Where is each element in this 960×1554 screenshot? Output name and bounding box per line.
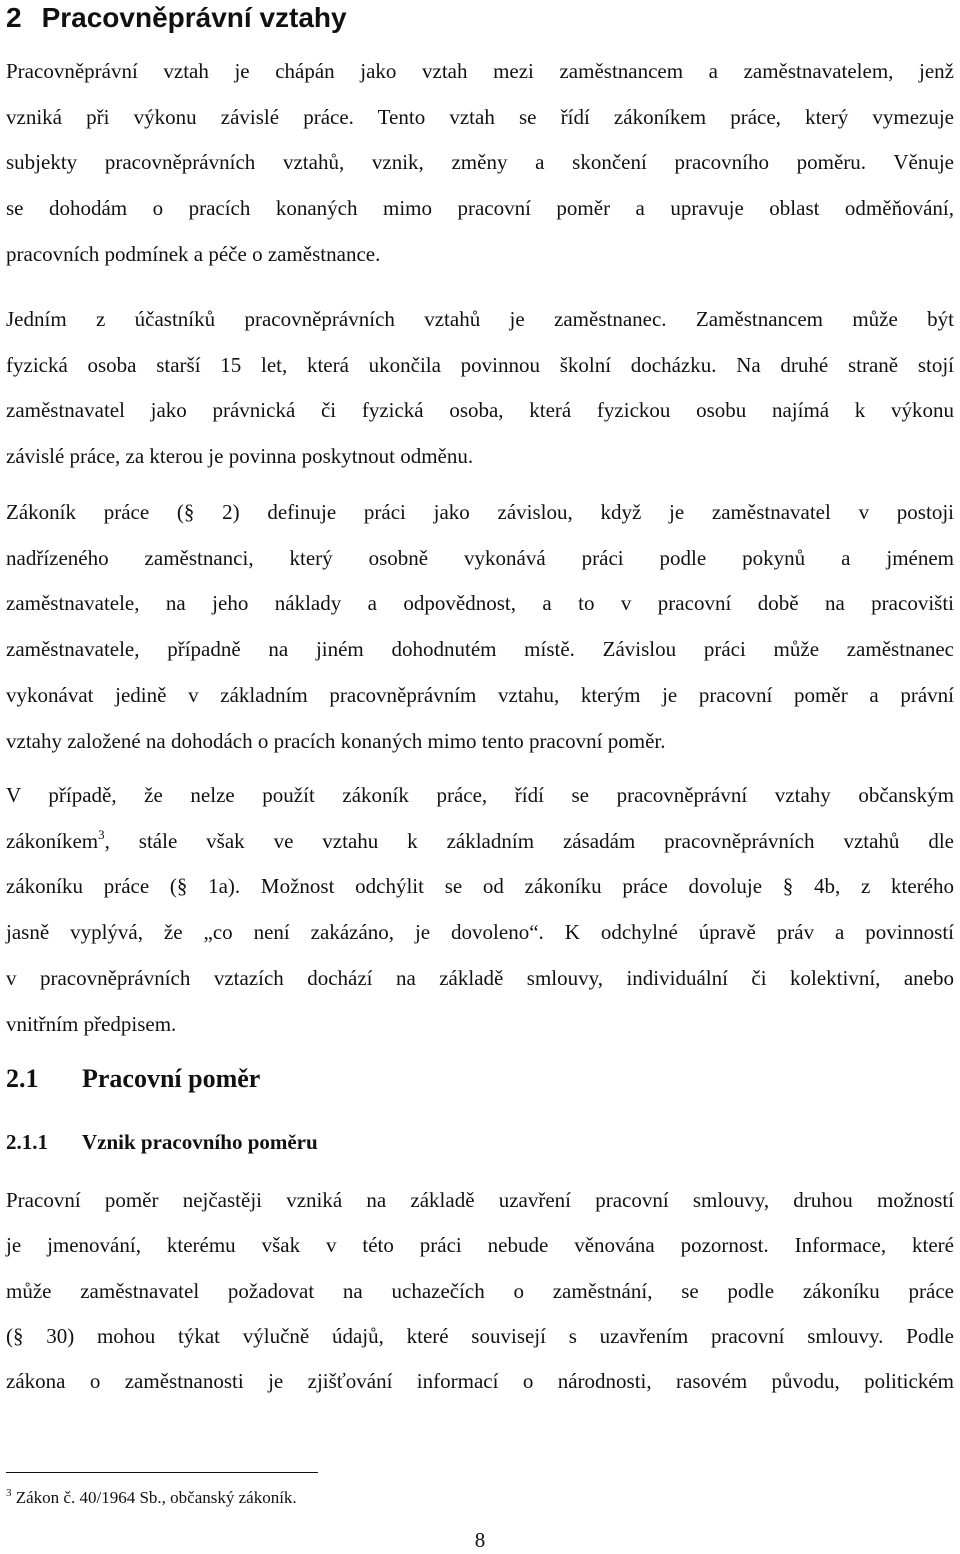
footnote-text: Zákon č. 40/1964 Sb., občanský zákoník. bbox=[15, 1488, 297, 1507]
subsection-title: Vznik pracovního poměru bbox=[82, 1130, 318, 1154]
page-number: 8 bbox=[474, 1528, 486, 1552]
paragraph-line: Pracovněprávní vztah je chápán jako vztah mezi zaměstnancem a zaměstnavatelem, jenž bbox=[6, 59, 954, 83]
chapter-title: Pracovněprávní vztahy bbox=[41, 2, 347, 33]
footnote-divider bbox=[6, 1472, 318, 1473]
paragraph-4 bbox=[6, 773, 954, 1047]
footnote-marker: 3 bbox=[6, 1487, 12, 1499]
subsection-heading bbox=[6, 1127, 318, 1157]
paragraph-3 bbox=[6, 490, 954, 764]
paragraph-line: vztahy založené na dohodách o pracích konaných mimo tento pracovní poměr. bbox=[6, 728, 666, 753]
paragraph-line: Pracovní poměr nejčastěji vzniká na základě uzavření pracovní smlouvy, druhou možností bbox=[6, 1188, 954, 1212]
paragraph-line: nadřízeného zaměstnanci, který osobně vykonává práci podle pokynů a jménem bbox=[6, 545, 954, 570]
paragraph-line: zaměstnavatele, případně na jiném dohodnutém místě. Závislou práci může zaměstnanec bbox=[6, 637, 954, 662]
paragraph-line: vzniká při výkonu závislé práce. Tento vztah se řídí zákoníkem práce, který vymezuje bbox=[6, 104, 954, 129]
paragraph-line: fyzická osoba starší 15 let, která ukončila povinnou školní docházku. Na druhé straně stojí bbox=[6, 352, 954, 377]
paragraph-2 bbox=[6, 297, 954, 480]
paragraph-line: vykonávat jedině v základním pracovněprávním vztahu, kterým je pracovní poměr a právní bbox=[6, 682, 954, 707]
paragraph-line: v pracovněprávních vztazích dochází na základě smlouvy, individuální či kolektivní, anebo bbox=[6, 965, 954, 990]
section-heading bbox=[6, 1061, 260, 1097]
paragraph-line: může zaměstnavatel požadovat na uchazečích o zaměstnání, se podle zákoníku práce bbox=[6, 1278, 954, 1303]
section-number: 2.1 bbox=[6, 1064, 39, 1093]
paragraph-line: zaměstnavatel jako právnická či fyzická osoba, která fyzickou osobu najímá k výkonu bbox=[6, 398, 954, 423]
paragraph-line: zákoníku práce (§ 1a). Možnost odchýlit se od zákoníku práce dovoluje § 4b, z kterého bbox=[6, 874, 954, 899]
paragraph-line: V případě, že nelze použít zákoník práce, řídí se pracovněprávní vztahy občanským bbox=[6, 783, 954, 807]
paragraph-line: jasně vyplývá, že „co není zakázáno, je dovoleno“. K odchylné úpravě práv a povinností bbox=[6, 920, 954, 945]
paragraph-line: (§ 30) mohou týkat výlučně údajů, které souvisejí s uzavřením pracovní smlouvy. Podle bbox=[6, 1323, 954, 1348]
section-title: Pracovní poměr bbox=[82, 1064, 261, 1093]
paragraph-line: zákona o zaměstnanosti je zjišťování informací o národnosti, rasovém původu, politickém bbox=[6, 1369, 954, 1394]
paragraph-line: je jmenování, kterému však v této práci nebude věnována pozornost. Informace, které bbox=[6, 1233, 954, 1258]
paragraph-line-start: zákoníkem bbox=[6, 828, 99, 853]
paragraph-1 bbox=[6, 49, 954, 278]
subsection-number: 2.1.1 bbox=[6, 1130, 48, 1154]
paragraph-line: pracovních podmínek a péče o zaměstnance. bbox=[6, 241, 381, 266]
subsection-paragraph bbox=[6, 1178, 954, 1404]
paragraph-line: subjekty pracovněprávních vztahů, vznik, změny a skončení pracovního poměru. Věnuje bbox=[6, 150, 954, 175]
paragraph-line: se dohodám o pracích konaných mimo pracovní poměr a upravuje oblast odměňování, bbox=[6, 196, 954, 221]
footnote-reference[interactable]: 3 bbox=[98, 826, 105, 842]
paragraph-line: Zákoník práce (§ 2) definuje práci jako závislou, když je zaměstnavatel v postoji bbox=[6, 500, 954, 524]
paragraph-line: vnitřním předpisem. bbox=[6, 1011, 177, 1036]
paragraph-line: Jedním z účastníků pracovněprávních vztahů je zaměstnanec. Zaměstnancem může být bbox=[6, 307, 954, 331]
paragraph-line-rest: , stále však ve vztahu k základním zásadám pracovněprávních vztahů dle bbox=[104, 828, 954, 853]
paragraph-line: zaměstnavatele, na jeho náklady a odpovědnost, a to v pracovní době na pracovišti bbox=[6, 591, 954, 616]
chapter-heading bbox=[6, 0, 347, 36]
chapter-number: 2 bbox=[6, 2, 22, 33]
paragraph-line bbox=[6, 819, 954, 865]
paragraph-line: závislé práce, za kterou je povinna poskytnout odměnu. bbox=[6, 444, 474, 469]
footnote bbox=[6, 1485, 297, 1511]
